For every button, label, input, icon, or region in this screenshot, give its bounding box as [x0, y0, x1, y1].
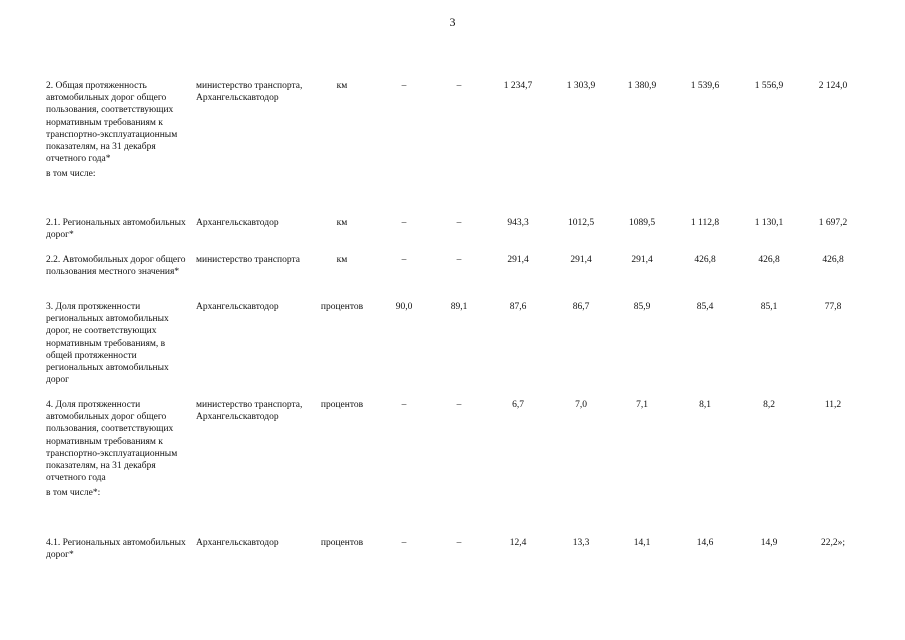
value-cell: 1 556,9 [754, 81, 784, 91]
value-cell: – [401, 81, 407, 91]
value-cell: – [456, 218, 462, 228]
value-cell: 1 539,6 [690, 81, 720, 91]
value-cell: 1 303,9 [566, 81, 596, 91]
indicator-name [46, 80, 191, 181]
unit-of-measure: процентов [320, 400, 364, 410]
value-cell: 1 130,1 [754, 218, 784, 228]
value-cell: 77,8 [824, 302, 842, 312]
responsible-executor: Архангельскавтодор [196, 538, 279, 548]
indicator-name-text: 4.1. Региональных автомобильных дорог* [46, 538, 186, 561]
value-cell: – [456, 400, 462, 410]
unit-of-measure: процентов [320, 538, 364, 548]
indicator-name-text: 2. Общая протяженность автомобильных дорог общего пользования, соответствующих нормативным требованиям к транспортно-эксплуатационным показателям, на 31 декабря отчетного года* [46, 81, 178, 165]
value-cell: 1012,5 [567, 218, 595, 228]
value-cell: – [401, 255, 407, 265]
value-cell: 1 380,9 [627, 81, 657, 91]
value-cell: 89,1 [450, 302, 468, 312]
indicator-name-text: 2.2. Автомобильных дорог общего пользования местного значения* [46, 255, 186, 278]
indicator-name [46, 399, 191, 500]
responsible-executor: министерство транспорта, Архангельскавтодор [196, 81, 303, 104]
responsible-executor: Архангельскавтодор [196, 302, 279, 312]
value-cell: 8,2 [763, 400, 775, 410]
unit-of-measure: км [336, 81, 348, 91]
value-cell: – [401, 218, 407, 228]
value-cell: 426,8 [758, 255, 780, 265]
value-cell: 22,2»; [820, 538, 845, 548]
responsible-executor: министерство транспорта, Архангельскавтодор [196, 400, 303, 423]
page-number: 3 [449, 15, 456, 29]
unit-of-measure: км [336, 255, 348, 265]
value-cell: 1 234,7 [503, 81, 533, 91]
value-cell: – [401, 400, 407, 410]
value-cell: 426,8 [694, 255, 716, 265]
value-cell: 1089,5 [628, 218, 656, 228]
value-cell: 8,1 [699, 400, 711, 410]
indicator-name-text: 4. Доля протяженности автомобильных дорог общего пользования, соответствующих нормативным требованиям к транспортно-эксплуатационным показателям, на 31 декабря отчетного года [46, 400, 178, 484]
value-cell: 87,6 [509, 302, 527, 312]
value-cell: 85,4 [696, 302, 714, 312]
value-cell: 7,1 [636, 400, 648, 410]
unit-of-measure: процентов [320, 302, 364, 312]
value-cell: – [456, 81, 462, 91]
value-cell: 7,0 [575, 400, 587, 410]
value-cell: 12,4 [509, 538, 527, 548]
value-cell: 13,3 [572, 538, 590, 548]
value-cell: 291,4 [631, 255, 653, 265]
value-cell: 943,3 [507, 218, 529, 228]
value-cell: 14,1 [633, 538, 651, 548]
value-cell: 11,2 [824, 400, 842, 410]
value-cell: 2 124,0 [818, 81, 848, 91]
indicator-name [46, 254, 191, 278]
indicator-name-text: 3. Доля протяженности региональных автомобильных дорог, не соответствующих нормативным требованиям, в общей протяженности региональных автомобильных дорог [46, 302, 169, 386]
value-cell: 1 697,2 [818, 218, 848, 228]
indicator-name [46, 537, 191, 561]
value-cell: 85,9 [633, 302, 651, 312]
unit-of-measure: км [336, 218, 348, 228]
value-cell: – [456, 538, 462, 548]
value-cell: – [456, 255, 462, 265]
indicator-sub-note: в том числе: [46, 169, 96, 180]
value-cell: 90,0 [395, 302, 413, 312]
value-cell: 291,4 [507, 255, 529, 265]
responsible-executor: Архангельскавтодор [196, 218, 279, 228]
value-cell: 6,7 [512, 400, 524, 410]
value-cell: – [401, 538, 407, 548]
value-cell: 1 112,8 [690, 218, 720, 228]
value-cell: 291,4 [570, 255, 592, 265]
value-cell: 86,7 [572, 302, 590, 312]
value-cell: 85,1 [760, 302, 778, 312]
value-cell: 426,8 [822, 255, 844, 265]
indicator-name [46, 217, 191, 241]
indicator-name [46, 301, 191, 386]
responsible-executor: министерство транспорта [196, 255, 300, 265]
indicator-sub-note: в том числе*: [46, 488, 101, 499]
indicator-name-text: 2.1. Региональных автомобильных дорог* [46, 218, 186, 241]
value-cell: 14,9 [760, 538, 778, 548]
value-cell: 14,6 [696, 538, 714, 548]
